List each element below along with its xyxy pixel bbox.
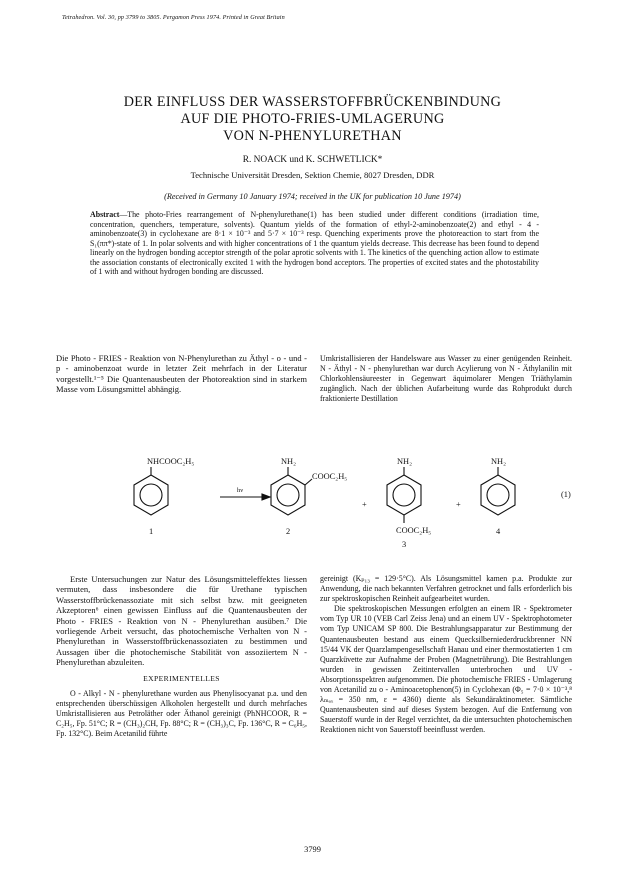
compound-number-2: 2	[286, 527, 291, 536]
intro-left-text: Die Photo - FRIES - Reaktion von N-Phenylurethan zu Äthyl - o - und - p - aminobenzoat wurde in letzter Zeit mehrfach in der Literatur vorgestellt.¹⁻⁵ Die Quantenausbeuten der Photoreaktion sind in starkem Masse vom Lösungsmittel abhängig.	[56, 353, 307, 395]
aromatic-circle-3	[393, 484, 415, 506]
title-line-3: VON N-PHENYLURETHAN	[223, 128, 402, 144]
substituent-4-amine: NH₂	[491, 457, 507, 466]
compound-number-4: 4	[496, 527, 501, 536]
substituent-1: NHCOOC₂H₅	[147, 457, 195, 466]
reaction-scheme	[0, 445, 625, 563]
abstract-text: —The photo-Fries rearrangement of N-phenylurethane(1) has been studied under different conditions (irradiation time, concentration, quenchers, temperature, solvents). Quantum yields of the formation of ethyl-2-aminobenzoate(2) and ethyl - 4 - aminobenzoate(3) in cyclohexane are 8·1 × 10⁻³ and 5·7 × 10⁻³ resp. Quenching experiments prove the photoreaction to start from the S₁(ππ*)-state of 1. In polar solvents and with higher concentrations of 1 the quantum yields decrease. This decrease has been found to depend linearly on the hydrogen bonding acceptor strength of the polar aprotic solvents with 1. The kinetics of the quenching action allow to estimate the association constants of electronically excited 1 with the hydrogen bond acceptors. The properties of excited states and the photostability of 1 with and without hydrogen bonding are discussed.	[90, 210, 539, 276]
body-left-paragraph-2: O - Alkyl - N - phenylurethane wurden aus Phenylisocyanat p.a. und den entsprechenden überschüssigen Alkoholen hergestellt und durch mehrfaches Umkristallisieren aus Petroläther oder Äthanol gereinigt (PhNHCOOR, R = C₂H₅, Fp. 51°C; R = (CH₃)₂CH, Fp. 88°C; R = (CH₃)₃C, Fp. 136°C, R = C₆H₅, Fp. 132°C). Beim Acetanilid führte	[56, 689, 307, 739]
intro-right-text: Umkristallisieren der Handelsware aus Wasser zu einer genügenden Reinheit. N - Äthyl - N - phenylurethan war durch Acylierung von N - Äthylanilin mit Chlorkohlensäureester in Gegenwart äquimolarer Mengen Triäthylamin zugänglich. Nach der üblichen Aufarbeitung wurde das Rohprodukt durch fraktionierte Destillation	[320, 354, 572, 404]
body-left-paragraph-1: Erste Untersuchungen zur Natur des Lösungsmitteleffektes liessen vermuten, dass insbesondere die für Urethane typischen Wasserstoffbrückenassoziate mit sich selbst bzw. mit geeigneten Akzeptoren⁶ einen gewissen Einfluss auf die Quantenausbeuten der Photo - FRIES - Reaktion von N - Phenylurethan ausüben.⁷ Die vorliegende Arbeit versucht, das photochemische Verhalten von N - Phenylurethan in Wasserstoffbrückenassoziaten zu bestimmen und Aussagen über die photochemische Stabilität von assoziiertem N - Phenylurethan abzuleiten.	[56, 574, 307, 668]
benzene-ring-1	[134, 475, 168, 515]
received-dates: (Received in Germany 10 January 1974; received in the UK for publication 10 June 1974)	[164, 192, 461, 201]
aromatic-circle-1	[140, 484, 162, 506]
title-line-1: DER EINFLUSS DER WASSERSTOFFBRÜCKENBINDUNG	[123, 94, 502, 110]
body-right-paragraph-1: gereinigt (Kₚ₁₃ = 129·5°C). Als Lösungsmittel kamen p.a. Produkte zur Anwendung, die nach bekannten Verfahren getrocknet und falls erforderlich bis zur spektroskopischen Reinheit aufgearbeitet wurden.	[320, 574, 572, 604]
aromatic-circle-4	[487, 484, 509, 506]
abstract-label: Abstract	[90, 210, 120, 219]
authors: R. NOACK und K. SCHWETLICK*	[242, 155, 383, 165]
substituent-2-ester: COOC₂H₅	[312, 472, 348, 481]
body-left-column	[56, 574, 307, 740]
section-heading-experimentelles: EXPERIMENTELLES	[143, 673, 220, 683]
aromatic-circle-2	[277, 484, 299, 506]
benzene-ring-3	[387, 475, 421, 515]
paper-title	[40, 94, 585, 145]
abstract	[90, 210, 539, 277]
journal-citation: Tetrahedron. Vol. 30, pp 3799 to 3805. Pergamon Press 1974. Printed in Great Britain	[62, 14, 285, 21]
intro-right-column	[320, 354, 572, 404]
title-line-2: AUF DIE PHOTO-FRIES-UMLAGERUNG	[180, 111, 445, 127]
compound-number-3: 3	[402, 540, 407, 549]
benzene-ring-4	[481, 475, 515, 515]
plus-sign-2: +	[456, 500, 461, 509]
affiliation: Technische Universität Dresden, Sektion Chemie, 8027 Dresden, DDR	[190, 170, 435, 180]
substituent-3-amine: NH₂	[397, 457, 413, 466]
substituent-3-ester: COOC₂H₅	[396, 526, 432, 535]
plus-sign-1: +	[362, 500, 367, 509]
body-right-paragraph-2: Die spektroskopischen Messungen erfolgten an einem IR - Spektrometer vom Typ UR 10 (VEB Carl Zeiss Jena) und an einem UV - Spektrophotometer vom Typ UNICAM SP 800. Die Bestrahlungsapparatur zur Bestimmung der Quantenausbeuten bestand aus einem Quecksilberniederdruckbrenner NN 15/44 VK der Quarzlampengesellschaft Hanau und einer thermostatierten 1 cm Quarzküvette zur Aufnahme der Proben (Magnetrührung). Die Bestrahlungen wurden in gewissen Zeitintervallen unterbrochen und UV - Absorptionsspektren aufgenommen. Die photochemische FRIES - Umlagerung von Acetanilid zu o - Aminoacetophenon(5) in Cyclohexan (Φ₅ = 7·0 × 10⁻³,⁸ λₘₐₓ = 350 nm, ε = 4360) diente als Sekundäraktinometer. Sämtliche Quantenausbeuten sind auf dieses System bezogen. Auf die Entfernung von Sauerstoff wurde in der Regel verzichtet, da die untersuchten photochemischen Reaktionen nicht von Sauerstoff beeinflusst werden.	[320, 604, 572, 735]
body-right-column	[320, 574, 572, 736]
substituent-2-amine: NH₂	[281, 457, 297, 466]
page-number: 3799	[304, 845, 321, 854]
compound-number-1: 1	[149, 527, 154, 536]
arrow-label: hν	[237, 487, 244, 494]
equation-number: (1)	[561, 490, 571, 499]
benzene-ring-2	[271, 475, 305, 515]
intro-left-column	[56, 353, 307, 395]
